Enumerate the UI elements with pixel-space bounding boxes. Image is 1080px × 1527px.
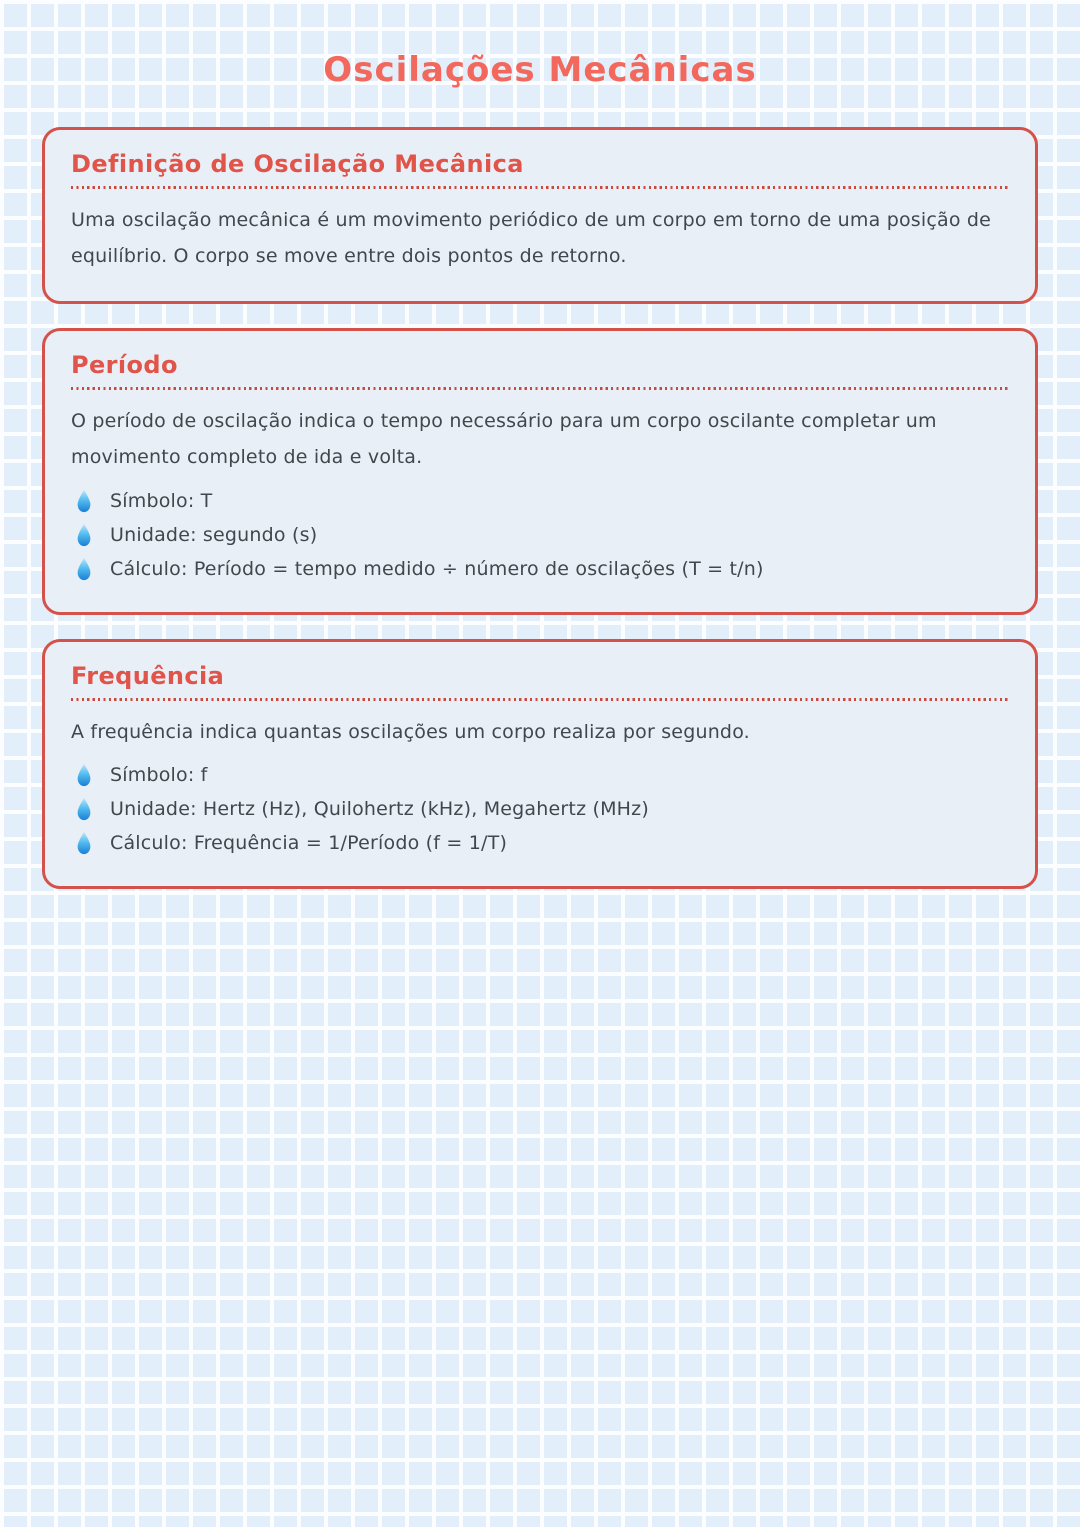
bullet-text: Unidade: segundo (s) — [110, 523, 318, 546]
list-item — [71, 552, 1009, 586]
water-drop-icon — [75, 831, 93, 855]
card-body: Uma oscilação mecânica é um movimento periódico de um corpo em torno de uma posição de equilíbrio. O corpo se move entre dois pontos de retorno. — [71, 209, 992, 268]
card-body: O período de oscilação indica o tempo necessário para um corpo oscilante completar um movimento completo de ida e volta. — [71, 409, 937, 469]
water-drop-icon — [75, 763, 93, 787]
bullet-text: Cálculo: Frequência = 1/Período (f = 1/T) — [110, 832, 508, 855]
card-heading: Frequência — [71, 661, 225, 690]
bullet-list — [71, 758, 1009, 860]
page-title: Oscilações Mecânicas — [323, 50, 757, 90]
list-item — [71, 792, 1009, 826]
card-frequencia — [42, 639, 1038, 889]
dotted-divider — [71, 186, 1009, 189]
water-drop-icon — [75, 797, 93, 821]
bullet-text: Cálculo: Período = tempo medido ÷ número de oscilações (T = t/n) — [110, 557, 764, 580]
bullet-text: Unidade: Hertz (Hz), Quilohertz (kHz), Megahertz (MHz) — [110, 798, 649, 821]
card-periodo — [42, 328, 1038, 615]
card-body: A frequência indica quantas oscilações um corpo realiza por segundo. — [71, 720, 750, 743]
bullet-text: Símbolo: T — [110, 489, 213, 512]
list-item — [71, 758, 1009, 792]
water-drop-icon — [75, 523, 93, 547]
list-item — [71, 826, 1009, 860]
list-item — [71, 484, 1009, 518]
card-heading: Período — [71, 350, 178, 379]
card-heading: Definição de Oscilação Mecânica — [71, 150, 524, 178]
bullet-text: Símbolo: f — [110, 764, 208, 787]
dotted-divider — [71, 387, 1009, 390]
water-drop-icon — [75, 557, 93, 581]
list-item — [71, 518, 1009, 552]
water-drop-icon — [75, 489, 93, 513]
card-definicao — [42, 127, 1038, 304]
dotted-divider — [71, 698, 1009, 701]
bullet-list — [71, 484, 1009, 586]
